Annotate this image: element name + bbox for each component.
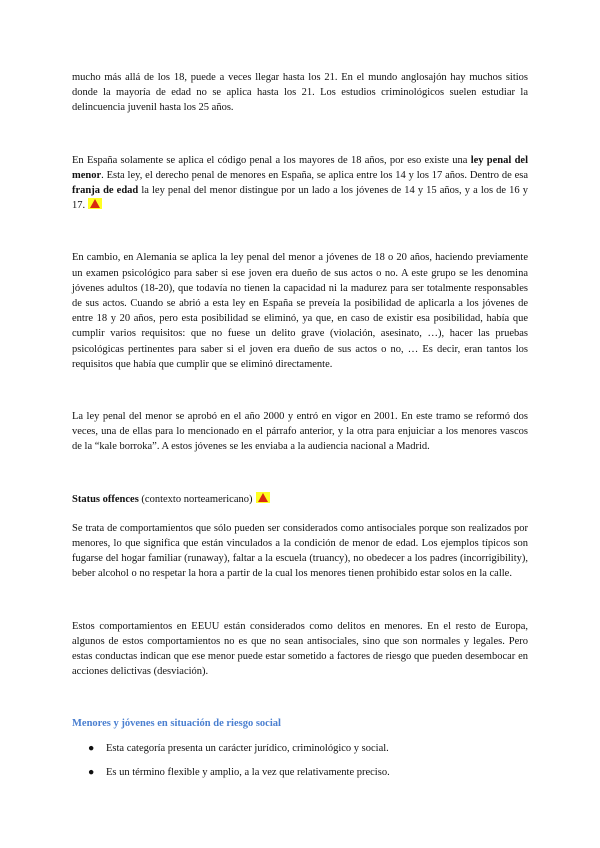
status-offences-heading <box>72 492 528 507</box>
warning-triangle-icon[interactable] <box>256 492 270 503</box>
paragraph-spain-penal-law <box>72 153 528 214</box>
bold-term-franja-edad: franja de edad <box>72 185 139 197</box>
bullet-dot: ● <box>88 767 95 779</box>
text-run: . Esta ley, el derecho penal de menores en España, se aplica entre los 14 y los 17 años. Dentro de esa <box>101 169 528 181</box>
status-offences-title: Status offences <box>72 493 139 505</box>
paragraph-status-offences: Se trata de comportamientos que sólo pueden ser considerados como antisociales porque son realizados por menores, lo que significa que están vinculados a la condición de menor de edad. Los ejemplos típicos son fugarse del hogar familiar (runaway), faltar a la escuela (truancy), no obedecer a los padres (incorrigibility), beber alcohol o no respetar la hora a partir de la cual los menores tienen prohibido estar solos en la calle. <box>72 522 528 580</box>
bullet-list <box>72 741 528 780</box>
list-item-text: Es un término flexible y amplio, a la vez que relativamente preciso. <box>106 767 390 779</box>
paragraph-law-reform: La ley penal del menor se aprobó en el año 2000 y entró en vigor en 2001. En este tramo se reformó dos veces, una de ellas para lo mencionado en el párrafo anterior, y la otra para enjuiciar a los menores vascos de la “kale borroka”. A estos jóvenes se les enviaba a la audiencia nacional a Madrid. <box>72 411 528 453</box>
paragraph-eeuu: Estos comportamientos en EEUU están considerados como delitos en menores. En el resto de Europa, algunos de estos comportamientos no es que no sean antisociales, sino que son normales y legales. Pero estas conductas indican que ese menor puede estar sometido a factores de riesgo que pueden desembocar en acciones delictivas (desviación). <box>72 620 528 678</box>
list-item <box>72 765 528 780</box>
status-offences-subtitle: (contexto norteamericano) <box>138 493 253 505</box>
paragraph-age-limits: mucho más allá de los 18, puede a veces llegar hasta los 21. En el mundo anglosajón hay muchos sitios donde la mayoría de edad no se aplica hasta los 21. Los estudios criminológicos suelen estudiar la delincuencia juvenil hasta los 25 años. <box>72 72 528 114</box>
paragraph-germany: En cambio, en Alemania se aplica la ley penal del menor a jóvenes de 18 o 20 años, haciendo previamente un examen psicológico para saber si ese joven era dueño de sus actos o no. A este grupo se les denomina jóvenes adultos (18-20), que todavía no tienen la capacidad ni la madurez para ser totalmente responsables de sus actos. Cuando se abrió a esta ley en España se preveía la posibilidad de aplicarla a los jóvenes de entre 18 y 20 años, pero esta posibilidad se eliminó, ya que, en caso de existir esa posibilidad, había que cumplir varios requisitos: que no fuese un delito grave (violación, asesinato, …), hacer las pruebas psicológicas pertinentes para saber si el joven era dueño de sus actos o no, … Es decir, eran tantos los requisitos que había que cumplir que se eliminó directamente. <box>72 252 528 370</box>
text-run: la ley penal del menor distingue por un lado a los jóvenes de 14 y 15 años, y a los de 16 y 17. <box>72 185 528 212</box>
list-item <box>72 741 528 756</box>
text-run: En España solamente se aplica el código penal a los mayores de 18 años, por eso existe una <box>72 154 471 166</box>
bold-term-ley-penal: ley penal del menor <box>72 154 528 181</box>
warning-triangle-icon[interactable] <box>88 198 102 209</box>
section-heading-risk: Menores y jóvenes en situación de riesgo social <box>72 718 281 730</box>
bullet-dot: ● <box>88 743 95 755</box>
list-item-text: Esta categoría presenta un carácter jurídico, criminológico y social. <box>106 743 389 755</box>
